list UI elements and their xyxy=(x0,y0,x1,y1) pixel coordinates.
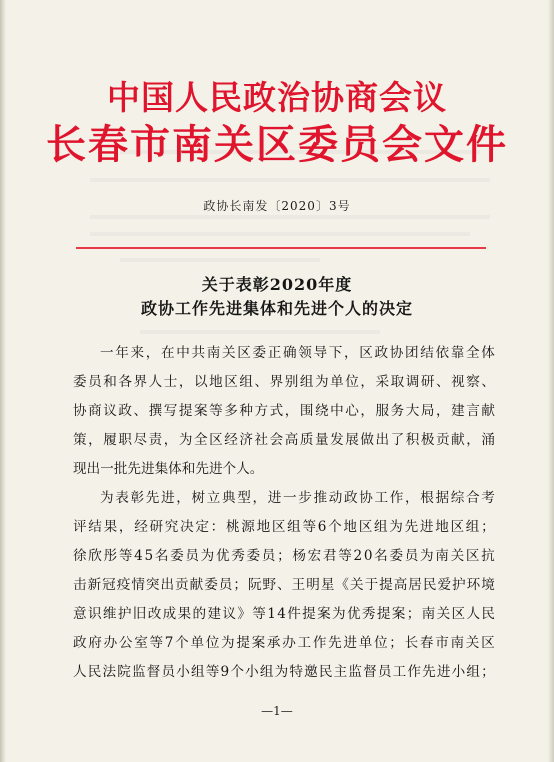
body-line: 徐 欣 彤 等 4 5 名 委 员 为 优 秀 委 员 ； 杨 宏 君 等 2 0 名 委 员 为 南 关 区 抗 xyxy=(73,548,495,564)
body-line: 委 员 和 各 界 人 士 ， 以 地 区 组 、 界 别 组 为 单 位 ， 采 取 调 研 、 视 察 、 xyxy=(73,374,495,390)
body-line: 现 出 一 批 先 进 集 体 和 先 进 个 人 。 xyxy=(73,461,264,477)
document-number: 政协长南发〔2020〕3号 xyxy=(203,199,351,213)
bleed-through-texture xyxy=(90,232,470,236)
bleed-through-texture xyxy=(90,215,490,219)
body-line: 协 商 议 政 、 撰 写 提 案 等 多 种 方 式 ， 围 绕 中 心 ， 服 务 大 局 ， 建 言 献 xyxy=(73,403,495,419)
page-number: —1— xyxy=(261,704,293,718)
body-line: 人 民 法 院 监 督 员 小 组 等 9 个 小 组 为 特 邀 民 主 监 督 员 工 作 先 进 小 组 ； xyxy=(73,664,495,680)
body-line: 政 府 办 公 室 等 7 个 单 位 为 提 案 承 办 工 作 先 进 单 位 ； 长 春 市 南 关 区 xyxy=(73,635,495,651)
issuer-name-line-1: 中国人民政治协商会议 xyxy=(107,78,447,117)
document-title-line-2: 政协工作先进集体和先进个人的决定 xyxy=(140,299,413,318)
bleed-through-texture xyxy=(90,178,490,182)
bleed-through-texture xyxy=(140,330,380,334)
body-line: 策 ， 履 职 尽 责 ， 为 全 区 经 济 社 会 高 质 量 发 展 做 出 了 积 极 贡 献 ， 涌 xyxy=(73,432,495,448)
body-line: 击 新 冠 疫 情 突 出 贡 献 委 员 ； 阮 野 、 王 明 星 《 关 于 提 高 居 民 爱 护 环 境 xyxy=(73,577,495,593)
issuer-name-line-2: 长春市南关区委员会文件 xyxy=(46,122,508,168)
body-line: 一 年 来 ， 在 中 共 南 关 区 委 正 确 领 导 下 ， 区 政 协 团 结 依 靠 全 体 xyxy=(100,345,495,361)
body-line: 评 结 果 ， 经 研 究 决 定 ： 桃 源 地 区 组 等 6 个 地 区 组 为 先 进 地 区 组 ； xyxy=(73,519,495,535)
document-body xyxy=(73,339,495,687)
bleed-through-texture xyxy=(120,258,320,262)
document-title-line-1: 关于表彰2020年度 xyxy=(201,275,353,294)
body-line: 为 表 彰 先 进 ， 树 立 典 型 ， 进 一 步 推 动 政 协 工 作 ， 根 据 综 合 考 xyxy=(100,490,495,506)
body-line: 意 识 维 护 旧 改 成 果 的 建 议 》 等 1 4 件 提 案 为 优 秀 提 案 ； 南 关 区 人 民 xyxy=(73,606,495,622)
red-separator-line xyxy=(76,247,486,249)
